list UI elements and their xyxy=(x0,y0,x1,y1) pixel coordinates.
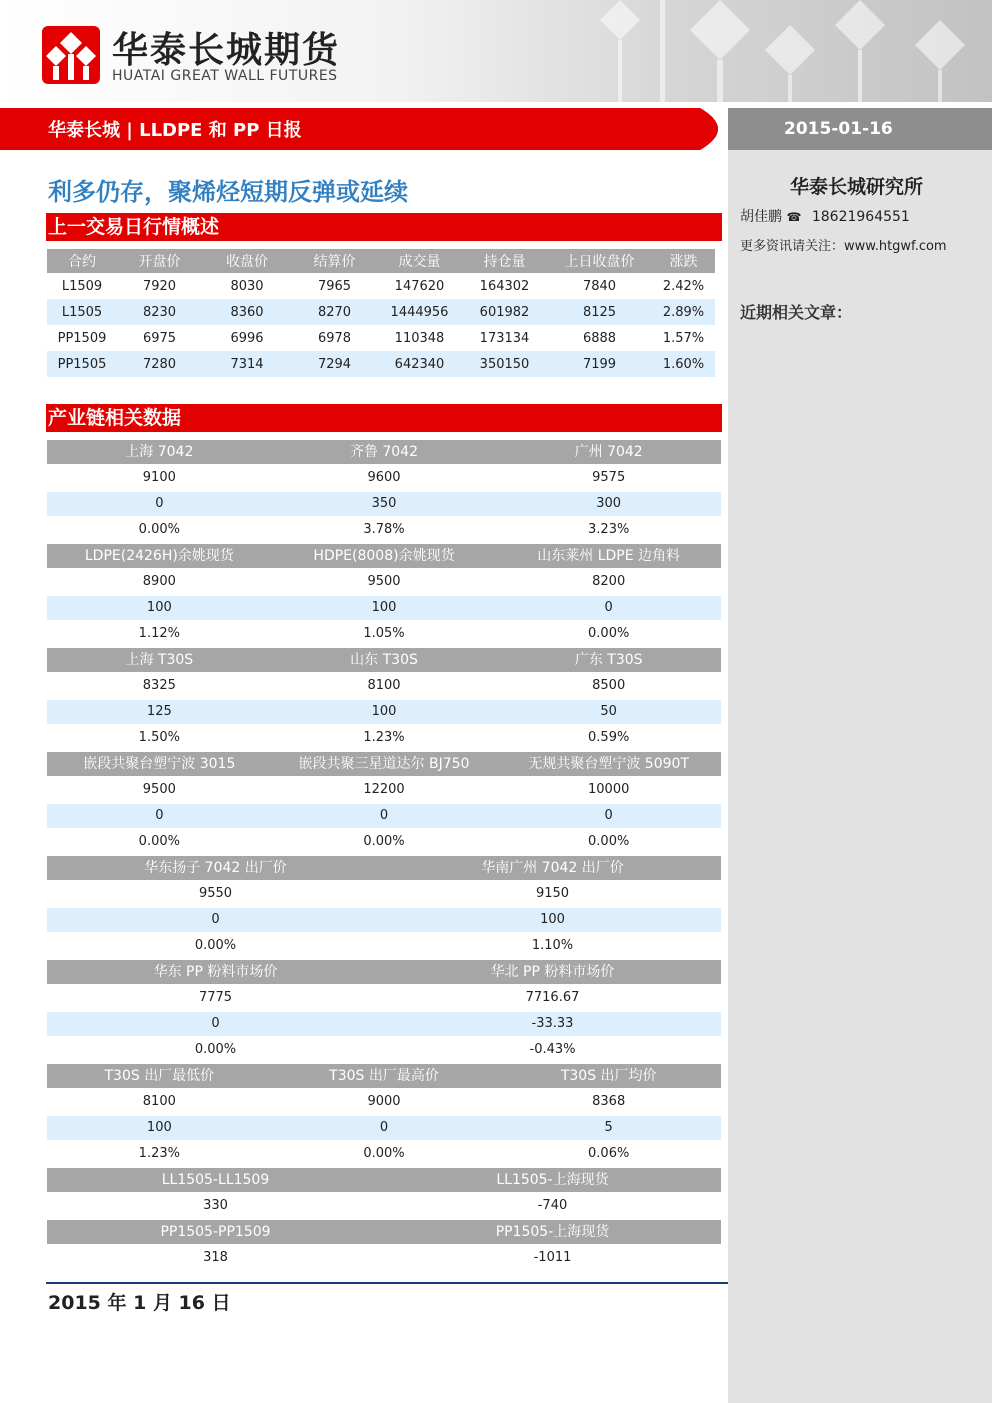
industry-block xyxy=(47,544,721,646)
table-cell: 6888 xyxy=(582,330,617,346)
table-cell: 0.00% xyxy=(194,938,237,953)
table-cell: 0 xyxy=(604,808,613,823)
table-cell: 1.23% xyxy=(138,1146,180,1161)
table-cell: 7775 xyxy=(198,990,233,1005)
industry-block-header xyxy=(47,960,721,984)
industry-block-header xyxy=(47,752,721,776)
table-row xyxy=(47,934,721,958)
industry-block xyxy=(47,440,721,542)
table-cell: 125 xyxy=(146,704,172,719)
industry-col-header: 嵌段共聚三星道达尔 BJ750 xyxy=(298,756,470,772)
industry-block xyxy=(47,856,721,958)
table-cell: 642340 xyxy=(377,351,462,377)
table-cell: 100 xyxy=(146,1120,172,1135)
market-col-header: 上日收盘价 xyxy=(547,249,652,273)
table-cell: 300 xyxy=(596,496,622,511)
industry-col-header: 上海 7042 xyxy=(125,444,194,460)
recent-articles-heading: 近期相关文章： xyxy=(740,303,853,322)
table-cell: 0.59% xyxy=(588,730,630,745)
industry-col-header: LDPE(2426H)余姚现货 xyxy=(84,548,234,564)
industry-col-header: 齐鲁 7042 xyxy=(349,444,419,460)
table-cell: 50 xyxy=(600,704,617,719)
institute-name: 华泰长城研究所 xyxy=(790,176,924,198)
company-name-en: HUATAI GREAT WALL FUTURES xyxy=(112,68,338,84)
table-row xyxy=(47,674,721,698)
table-cell: 7314 xyxy=(202,351,292,377)
more-info-text: 更多资讯请关注：www.htgwf.com xyxy=(740,239,947,254)
footer-date: 2015 年 1 月 16 日 xyxy=(48,1292,231,1314)
table-cell: 100 xyxy=(371,704,397,719)
table-cell: 7294 xyxy=(292,351,377,377)
table-cell: 0 xyxy=(379,808,389,823)
industry-col-header: 山东莱州 LDPE 边角料 xyxy=(537,548,681,564)
table-cell: 2.89% xyxy=(652,299,715,325)
table-cell: 318 xyxy=(203,1250,228,1265)
table-cell: 8500 xyxy=(592,678,626,693)
decorative-background-graphic xyxy=(560,0,992,102)
market-table xyxy=(47,249,715,377)
table-cell: -0.43% xyxy=(529,1042,576,1057)
table-row xyxy=(47,804,721,828)
table-cell: 7199 xyxy=(547,351,652,377)
table-row xyxy=(47,882,721,906)
table-row xyxy=(47,1038,721,1062)
table-cell: 110348 xyxy=(394,330,445,346)
table-cell: 8900 xyxy=(142,574,176,589)
table-cell: L1505 xyxy=(47,299,117,325)
table-cell: 10000 xyxy=(588,782,630,797)
table-cell: 9550 xyxy=(198,886,233,901)
table-cell: 0.00% xyxy=(138,834,180,849)
table-cell: 9500 xyxy=(367,574,401,589)
table-cell: 1.10% xyxy=(531,938,574,953)
table-cell: 8360 xyxy=(202,299,292,325)
industry-block xyxy=(47,1168,721,1218)
table-cell: 1.57% xyxy=(662,330,705,346)
table-cell: 9600 xyxy=(367,470,401,485)
page-header xyxy=(0,0,992,102)
analyst-contact xyxy=(740,206,910,226)
footer-divider xyxy=(46,1282,728,1284)
industry-block-header xyxy=(47,856,721,880)
table-cell: 7716.67 xyxy=(525,990,580,1005)
industry-block-header xyxy=(47,1064,721,1088)
table-cell: 164302 xyxy=(479,278,530,294)
market-table-body xyxy=(47,273,715,377)
industry-col-header: LL1505-上海现货 xyxy=(496,1172,609,1188)
industry-col-header: 广东 T30S xyxy=(574,652,643,668)
market-col-header: 结算价 xyxy=(292,249,377,273)
table-cell: 330 xyxy=(203,1198,228,1213)
table-row xyxy=(47,1246,721,1270)
industry-col-header: 华东 PP 粉料市场价 xyxy=(153,964,278,980)
table-row xyxy=(47,1142,721,1166)
table-cell: 5 xyxy=(604,1120,613,1135)
industry-block-header xyxy=(47,544,721,568)
table-cell: 0 xyxy=(211,912,220,927)
market-col-header: 成交量 xyxy=(377,249,462,273)
section-industry-data: 产业链相关数据 xyxy=(46,404,722,432)
table-cell: 8230 xyxy=(117,299,202,325)
table-cell: -740 xyxy=(537,1198,568,1213)
industry-col-header: 无规共聚台塑宁波 5090T xyxy=(528,756,689,772)
table-cell: L1509 xyxy=(61,278,103,294)
industry-col-header: LL1505-LL1509 xyxy=(161,1172,270,1188)
table-cell: 6975 xyxy=(142,330,177,346)
table-cell: 0.06% xyxy=(588,1146,630,1161)
table-cell: PP1509 xyxy=(57,330,107,346)
table-row xyxy=(47,596,721,620)
table-cell: 3.78% xyxy=(363,522,405,537)
market-col-header: 持仓量 xyxy=(462,249,547,273)
huatai-logo-icon xyxy=(42,26,100,84)
table-row xyxy=(47,700,721,724)
table-row xyxy=(47,1090,721,1114)
industry-col-header: T30S 出厂最高价 xyxy=(329,1068,439,1084)
market-col-header: 涨跌 xyxy=(652,249,715,273)
table-row xyxy=(47,622,721,646)
table-cell: 1.50% xyxy=(138,730,180,745)
table-cell: 9575 xyxy=(592,470,626,485)
table-cell: 8100 xyxy=(142,1094,176,1109)
industry-col-header: 华北 PP 粉料市场价 xyxy=(490,964,615,980)
table-row xyxy=(47,830,721,854)
table-cell: 1.12% xyxy=(138,626,180,641)
table-cell: 0 xyxy=(155,808,164,823)
market-col-header: 收盘价 xyxy=(202,249,292,273)
headline: 利多仍存，聚烯烃短期反弹或延续 xyxy=(48,178,408,206)
industry-block xyxy=(47,1220,721,1270)
table-cell: 0 xyxy=(604,600,613,615)
table-cell: 8200 xyxy=(592,574,626,589)
industry-col-header: 嵌段共聚台塑宁波 3015 xyxy=(83,756,236,772)
table-cell: 7280 xyxy=(117,351,202,377)
table-cell: 8100 xyxy=(367,678,401,693)
table-cell: 0 xyxy=(211,1016,220,1031)
table-row xyxy=(47,986,721,1010)
table-cell: 0.00% xyxy=(138,522,180,537)
table-cell: 173134 xyxy=(479,330,530,346)
table-row xyxy=(47,466,721,490)
table-cell: 100 xyxy=(540,912,565,927)
table-cell: 0.00% xyxy=(588,626,630,641)
industry-col-header: PP1505-PP1509 xyxy=(160,1224,271,1240)
market-col-header: 合约 xyxy=(47,249,117,273)
industry-block xyxy=(47,1064,721,1166)
table-row xyxy=(47,778,721,802)
market-col-header: 开盘价 xyxy=(117,249,202,273)
table-cell: 9000 xyxy=(367,1094,401,1109)
industry-col-header: 山东 T30S xyxy=(350,652,418,668)
analyst-phone: 18621964551 xyxy=(811,209,910,225)
table-row xyxy=(47,726,721,750)
industry-block-header xyxy=(47,440,721,464)
industry-data-blocks xyxy=(47,440,721,1272)
industry-block-header xyxy=(47,1168,721,1192)
table-cell: 9150 xyxy=(535,886,570,901)
table-cell: 9100 xyxy=(142,470,176,485)
table-cell: 8270 xyxy=(292,299,377,325)
table-cell: 6978 xyxy=(317,330,352,346)
table-cell: 100 xyxy=(146,600,172,615)
industry-col-header: 上海 T30S xyxy=(125,652,194,668)
table-cell: 1.60% xyxy=(652,351,715,377)
table-cell: 147620 xyxy=(394,278,445,294)
report-title: 华泰长城 | LLDPE 和 PP 日报 xyxy=(48,120,302,141)
industry-col-header: HDPE(8008)余姚现货 xyxy=(313,548,455,564)
report-date: 2015-01-16 xyxy=(784,119,893,139)
table-row xyxy=(47,908,721,932)
table-row xyxy=(47,492,721,516)
table-cell: 0.00% xyxy=(194,1042,237,1057)
right-sidebar xyxy=(728,150,992,1403)
table-cell: 1.05% xyxy=(363,626,405,641)
analyst-name: 胡佳鹏 xyxy=(740,209,782,225)
market-table-header xyxy=(47,249,715,273)
industry-col-header: 华南广州 7042 出厂价 xyxy=(481,860,624,876)
table-row xyxy=(47,273,715,299)
table-cell: 350 xyxy=(371,496,397,511)
table-cell: 3.23% xyxy=(588,522,630,537)
table-cell: -33.33 xyxy=(531,1016,574,1031)
table-cell: 1.23% xyxy=(363,730,405,745)
industry-block-header xyxy=(47,1220,721,1244)
table-cell: 0.00% xyxy=(363,1146,405,1161)
table-cell: 8368 xyxy=(592,1094,626,1109)
table-cell: 2.42% xyxy=(662,278,705,294)
table-row xyxy=(47,518,721,542)
table-cell: 0.00% xyxy=(363,834,405,849)
table-cell: 0 xyxy=(379,1120,389,1135)
industry-col-header: T30S 出厂最低价 xyxy=(104,1068,215,1084)
section-market-overview: 上一交易日行情概述 xyxy=(46,213,722,241)
industry-col-header: 华东扬子 7042 出厂价 xyxy=(144,860,287,876)
table-cell: PP1505 xyxy=(47,351,117,377)
table-cell: 601982 xyxy=(462,299,547,325)
industry-col-header: T30S 出厂均价 xyxy=(560,1068,657,1084)
industry-col-header: PP1505-上海现货 xyxy=(495,1224,610,1240)
table-cell: 8030 xyxy=(230,278,264,294)
table-cell: 1444956 xyxy=(377,299,462,325)
industry-block-header xyxy=(47,648,721,672)
table-cell: 100 xyxy=(371,600,397,615)
table-row xyxy=(47,1012,721,1036)
company-name-cn: 华泰长城期货 xyxy=(112,30,341,71)
table-cell: 6996 xyxy=(230,330,264,346)
table-cell: 8125 xyxy=(547,299,652,325)
table-cell: 0.00% xyxy=(588,834,630,849)
table-cell: 350150 xyxy=(462,351,547,377)
industry-block xyxy=(47,648,721,750)
table-cell: 7965 xyxy=(317,278,352,294)
industry-block xyxy=(47,752,721,854)
industry-col-header: 广州 7042 xyxy=(574,444,643,460)
table-row xyxy=(47,570,721,594)
table-cell: -1011 xyxy=(533,1250,572,1265)
industry-block xyxy=(47,960,721,1062)
table-cell: 0 xyxy=(155,496,164,511)
phone-icon: ☎ xyxy=(786,210,802,224)
table-cell: 7840 xyxy=(582,278,617,294)
table-row xyxy=(47,299,715,325)
table-cell: 8325 xyxy=(142,678,176,693)
table-row xyxy=(47,351,715,377)
table-cell: 9500 xyxy=(142,782,176,797)
table-row xyxy=(47,1116,721,1140)
table-cell: 7920 xyxy=(142,278,177,294)
table-cell: 12200 xyxy=(363,782,405,797)
table-row xyxy=(47,325,715,351)
table-row xyxy=(47,1194,721,1218)
